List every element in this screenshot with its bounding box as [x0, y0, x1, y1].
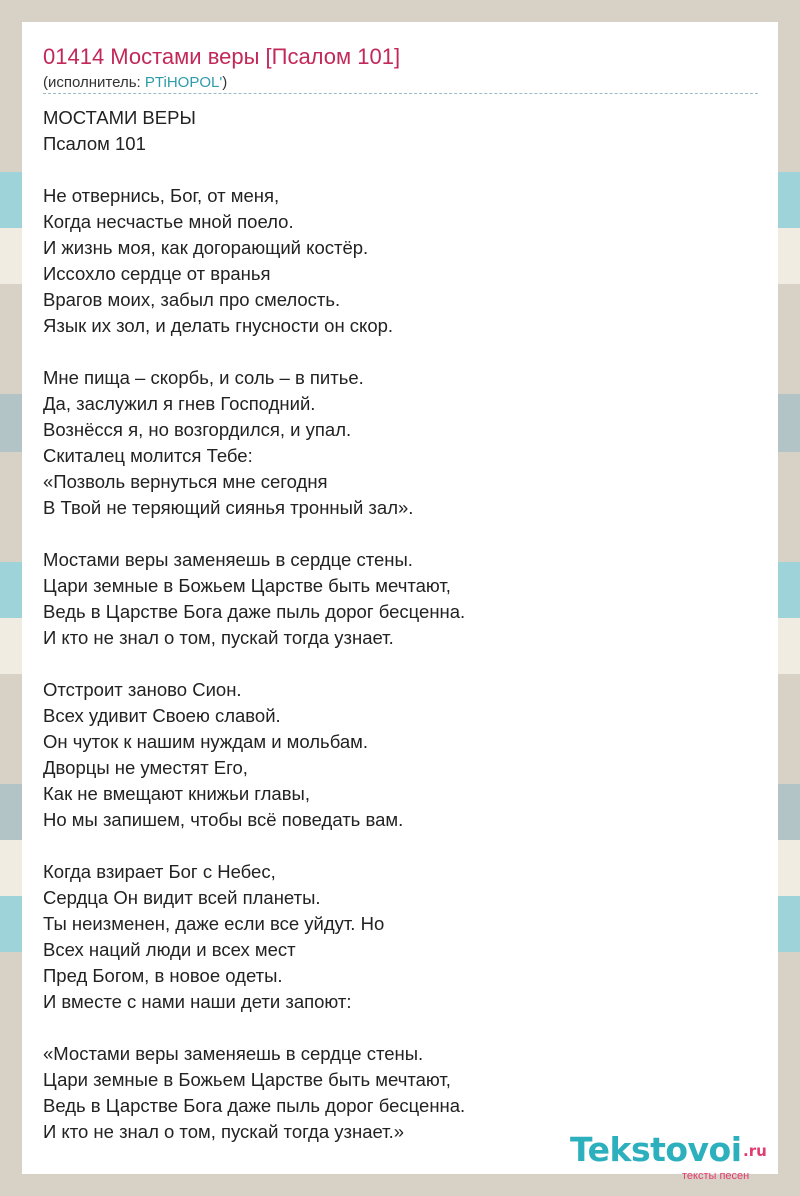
lyric-line: Он чуток к нашим нуждам и мольбам.	[43, 731, 369, 752]
page-title: 01414 Мостами веры [Псалом 101]	[43, 44, 401, 69]
lyric-line: Вознёсся я, но возгордился, и упал.	[43, 419, 352, 440]
lyric-line: И жизнь моя, как догорающий костёр.	[43, 237, 369, 258]
lyric-line: Псалом 101	[43, 133, 146, 154]
lyric-line: Ты неизменен, даже если все уйдут. Но	[43, 913, 385, 934]
lyric-line: Пред Богом, в новое одеты.	[43, 965, 283, 986]
logo-tagline: тексты песен	[682, 1170, 750, 1182]
lyric-line: Но мы запишем, чтобы всё поведать вам.	[43, 809, 404, 830]
lyric-line: Ведь в Царстве Бога даже пыль дорог бесценна.	[43, 601, 466, 622]
logo-wordmark: Tekstovoi	[570, 1130, 742, 1169]
lyric-line: Язык их зол, и делать гнусности он скор.	[43, 315, 394, 336]
lyric-line: Как не вмещают книжьи главы,	[43, 783, 310, 804]
lyric-line: «Мостами веры заменяешь в сердце стены.	[43, 1043, 424, 1064]
lyric-line: И кто не знал о том, пускай тогда узнает.	[43, 627, 394, 648]
artist-prefix: (исполнитель:	[43, 74, 145, 91]
lyric-line: Цари земные в Божьем Царстве быть мечтают,	[43, 1069, 451, 1090]
stanza-break	[43, 1015, 763, 1041]
lyric-line: В Твой не теряющий сиянья тронный зал».	[43, 497, 414, 518]
lyric-line: Не отвернись, Бог, от меня,	[43, 185, 280, 206]
lyric-line: Цари земные в Божьем Царстве быть мечтают,	[43, 575, 451, 596]
lyrics-card	[22, 22, 778, 1182]
divider	[43, 93, 758, 94]
logo-domain: .ru	[743, 1142, 767, 1160]
artist-line	[43, 74, 227, 91]
lyric-line: Всех удивит Своею славой.	[43, 705, 281, 726]
lyric-line: Врагов моих, забыл про смелость.	[43, 289, 341, 310]
lyric-line: Сердца Он видит всей планеты.	[43, 887, 321, 908]
site-logo[interactable]	[570, 1130, 780, 1180]
stanza-break	[43, 157, 763, 183]
lyric-line: Всех наций люди и всех мест	[43, 939, 296, 960]
lyric-line: Дворцы не уместят Его,	[43, 757, 248, 778]
lyric-line: Мостами веры заменяешь в сердце стены.	[43, 549, 413, 570]
lyric-line: Да, заслужил я гнев Господний.	[43, 393, 316, 414]
stanza-break	[43, 339, 763, 365]
lyric-line: И кто не знал о том, пускай тогда узнает.»	[43, 1121, 405, 1142]
artist-suffix: )	[222, 74, 228, 91]
lyric-line: МОСТАМИ ВЕРЫ	[43, 107, 196, 128]
stanza-break	[43, 651, 763, 677]
lyric-line: И вместе с нами наши дети запоют:	[43, 991, 352, 1012]
artist-link[interactable]: PTiHOPOL'	[144, 74, 223, 91]
lyric-line: Скиталец молится Тебе:	[43, 445, 253, 466]
lyric-line: Когда несчастье мной поело.	[43, 211, 294, 232]
stanza-break	[43, 833, 763, 859]
lyric-line: Отстроит заново Сион.	[43, 679, 242, 700]
lyric-line: Мне пища – скорбь, и соль – в питье.	[43, 367, 364, 388]
lyric-line: Когда взирает Бог с Небес,	[43, 861, 276, 882]
lyric-line: Иссохло сердце от вранья	[43, 263, 271, 284]
lyric-line: Ведь в Царстве Бога даже пыль дорог бесценна.	[43, 1095, 466, 1116]
lyrics-text	[43, 105, 763, 1145]
stanza-break	[43, 521, 763, 547]
lyric-line: «Позволь вернуться мне сегодня	[43, 471, 328, 492]
